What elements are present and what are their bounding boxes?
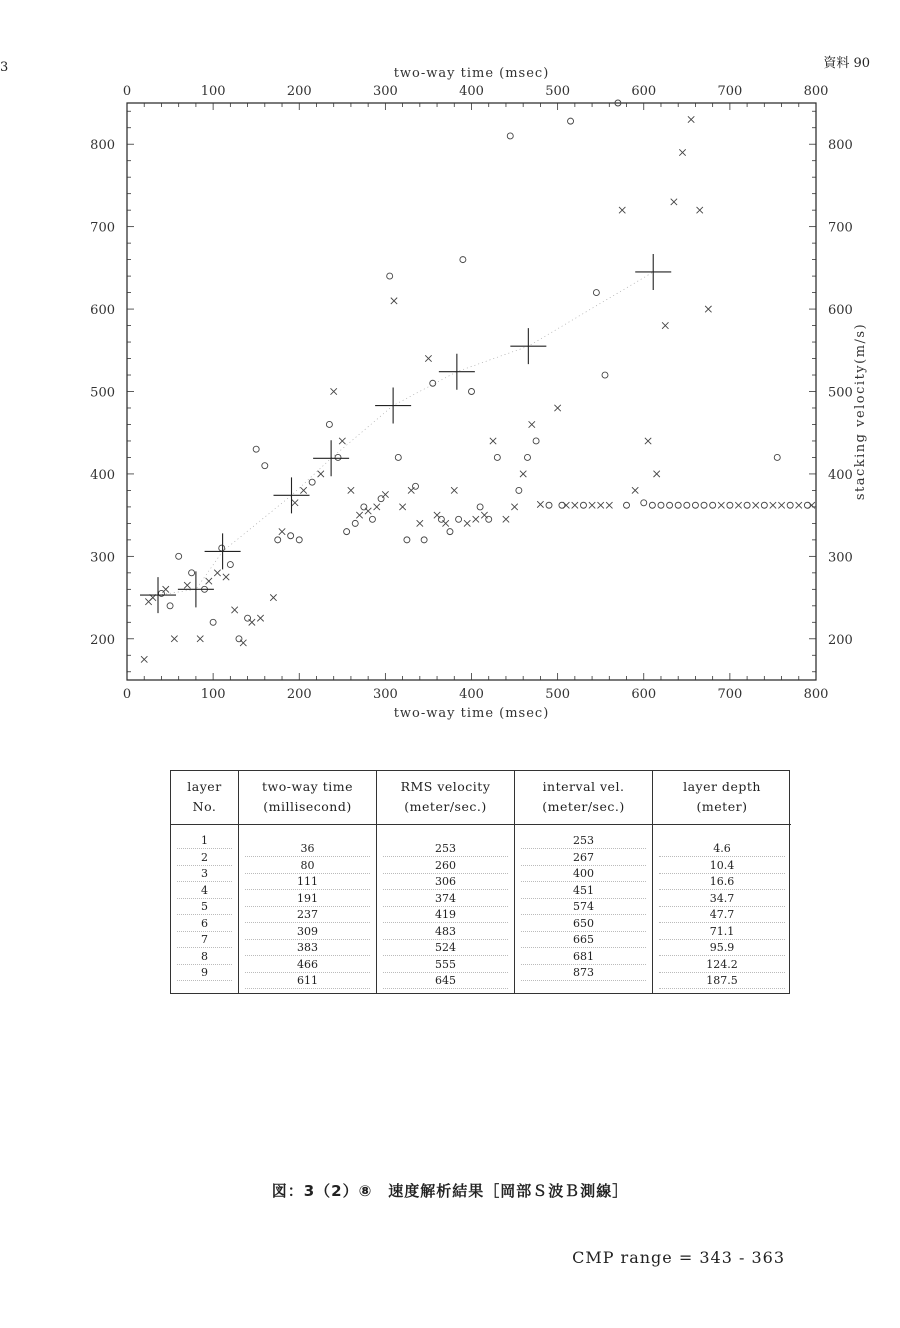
scatter-point-circle bbox=[219, 545, 225, 551]
table-cell: 383 bbox=[297, 941, 318, 954]
y-tick-label-right: 300 bbox=[828, 550, 853, 566]
y-tick-label: 300 bbox=[90, 550, 115, 566]
scatter-point-cross bbox=[632, 487, 638, 493]
table-cell: 524 bbox=[435, 941, 456, 954]
scatter-point-cross bbox=[554, 405, 560, 411]
scatter-point-cross bbox=[348, 487, 354, 493]
table-cell: 36 bbox=[300, 842, 315, 855]
scatter-point-cross bbox=[382, 491, 388, 497]
scatter-point-circle bbox=[568, 118, 574, 124]
scatter-point-circle bbox=[593, 290, 599, 296]
table-cell: 4 bbox=[201, 883, 208, 897]
scatter-point-cross bbox=[671, 199, 677, 205]
scatter-point-circle bbox=[326, 421, 332, 427]
scatter-point-circle bbox=[675, 502, 681, 508]
scatter-point-cross bbox=[735, 502, 741, 508]
scatter-point-cross bbox=[197, 636, 203, 642]
scatter-point-circle bbox=[447, 529, 453, 535]
row-dotted-rule bbox=[383, 988, 508, 989]
scatter-point-circle bbox=[701, 502, 707, 508]
scatter-point-circle bbox=[210, 619, 216, 625]
scatter-point-circle bbox=[460, 257, 466, 263]
table-cell: 191 bbox=[297, 891, 318, 905]
y-tick-label-right: 600 bbox=[828, 303, 853, 319]
y-tick-label: 200 bbox=[90, 632, 115, 648]
scatter-point-cross bbox=[451, 487, 457, 493]
scatter-point-cross bbox=[365, 508, 371, 514]
velocity-pick-cross bbox=[205, 533, 241, 569]
scatter-point-cross bbox=[442, 520, 448, 526]
row-dotted-rule bbox=[521, 980, 646, 981]
scatter-point-cross bbox=[597, 502, 603, 508]
table-cell: 124.2 bbox=[706, 957, 738, 971]
scatter-point-cross bbox=[141, 656, 147, 662]
scatter-point-circle bbox=[641, 500, 647, 506]
table-cell: 400 bbox=[573, 867, 594, 880]
scatter-point-circle bbox=[309, 479, 315, 485]
y-tick-label: 400 bbox=[90, 467, 115, 483]
x-tick-label-top: 600 bbox=[631, 84, 657, 99]
table-cell: 451 bbox=[573, 883, 594, 897]
x-axis-label: two-way time (msec) bbox=[393, 706, 550, 721]
col-depth bbox=[653, 771, 791, 993]
y-tick-label: 500 bbox=[90, 385, 115, 401]
scatter-point-cross bbox=[184, 582, 190, 588]
table-cell: 260 bbox=[435, 858, 456, 872]
velocity-pick-cross bbox=[510, 328, 546, 364]
velocity-pick-cross bbox=[375, 388, 411, 424]
scatter-point-circle bbox=[624, 502, 630, 508]
scatter-point-circle bbox=[275, 537, 281, 543]
y-tick-label-right: 800 bbox=[828, 138, 853, 154]
scatter-point-cross bbox=[300, 487, 306, 493]
header-interval bbox=[515, 771, 652, 825]
header-line2: No. bbox=[192, 799, 217, 814]
table-cell: 267 bbox=[573, 850, 594, 864]
x-tick-label: 400 bbox=[459, 687, 484, 702]
table-cell: 650 bbox=[573, 916, 594, 930]
header-line1: interval vel. bbox=[542, 779, 625, 794]
table-cell: 419 bbox=[435, 908, 456, 921]
x-tick-label: 300 bbox=[372, 687, 398, 702]
y-tick-label-right: 700 bbox=[828, 220, 853, 236]
scatter-point-cross bbox=[653, 471, 659, 477]
scatter-point-circle bbox=[692, 502, 698, 508]
velocity-pick-cross bbox=[140, 577, 176, 613]
scatter-point-circle bbox=[516, 487, 522, 493]
scatter-point-cross bbox=[753, 502, 759, 508]
scatter-point-circle bbox=[602, 372, 608, 378]
x-tick-label: 600 bbox=[631, 687, 657, 702]
table-cell: 34.7 bbox=[709, 891, 735, 905]
margin-mark: 3 bbox=[0, 60, 9, 75]
scatter-point-cross bbox=[770, 502, 776, 508]
header-line1: layer bbox=[187, 779, 222, 794]
scatter-point-cross bbox=[163, 586, 169, 592]
table-cell: 253 bbox=[573, 834, 594, 847]
x-axis-label-top: two-way time (msec) bbox=[393, 66, 550, 81]
scatter-point-cross bbox=[778, 502, 784, 508]
table-cell: 253 bbox=[435, 842, 456, 855]
scatter-point-circle bbox=[262, 463, 268, 469]
table-cell: 1 bbox=[201, 834, 208, 847]
table-cell: 95.9 bbox=[709, 941, 735, 954]
picks-trend bbox=[158, 272, 653, 595]
page-number: 資料 90 bbox=[823, 56, 870, 71]
scatter-point-circle bbox=[456, 516, 462, 522]
header-rms bbox=[377, 771, 514, 825]
table-cell: 4.6 bbox=[713, 842, 731, 855]
table-cell: 665 bbox=[573, 933, 594, 946]
scatter-point-circle bbox=[288, 533, 294, 539]
scatter-point-circle bbox=[533, 438, 539, 444]
table-cell: 611 bbox=[297, 974, 318, 987]
scatter-point-circle bbox=[580, 502, 586, 508]
scatter-point-cross bbox=[231, 607, 237, 613]
scatter-point-cross bbox=[796, 502, 802, 508]
scatter-point-circle bbox=[684, 502, 690, 508]
velocity-pick-cross bbox=[178, 571, 214, 607]
scatter-point-cross bbox=[679, 149, 685, 155]
x-tick-label-top: 800 bbox=[803, 84, 829, 99]
scatter-point-cross bbox=[214, 570, 220, 576]
header-line1: two-way time bbox=[262, 779, 353, 794]
scatter-point-cross bbox=[270, 594, 276, 600]
velocity-table bbox=[170, 770, 790, 994]
plot-frame bbox=[127, 103, 816, 680]
table-cell: 309 bbox=[297, 924, 318, 938]
header-line2: (millisecond) bbox=[263, 799, 352, 814]
scatter-point-circle bbox=[421, 537, 427, 543]
scatter-point-cross bbox=[619, 207, 625, 213]
table-cell: 5 bbox=[201, 900, 208, 913]
scatter-point-circle bbox=[176, 553, 182, 559]
x-tick-label-top: 500 bbox=[545, 84, 571, 99]
scatter-point-cross bbox=[356, 512, 362, 518]
table-cell: 645 bbox=[435, 974, 456, 987]
velocity-pick-cross bbox=[273, 477, 309, 513]
x-tick-label: 0 bbox=[122, 687, 132, 702]
scatter-point-cross bbox=[257, 615, 263, 621]
scatter-point-cross bbox=[520, 471, 526, 477]
scatter-point-cross bbox=[206, 578, 212, 584]
x-tick-label: 700 bbox=[717, 687, 743, 702]
row-dotted-rule bbox=[245, 988, 370, 989]
x-tick-label: 100 bbox=[200, 687, 226, 702]
table-cell: 873 bbox=[573, 966, 594, 979]
col-twt bbox=[239, 771, 377, 993]
table-cell: 6 bbox=[201, 916, 208, 930]
scatter-point-cross bbox=[688, 116, 694, 122]
scatter-point-cross bbox=[808, 502, 814, 508]
scatter-point-cross bbox=[511, 504, 517, 510]
y-tick-label: 700 bbox=[90, 220, 115, 236]
scatter-point-cross bbox=[171, 636, 177, 642]
scatter-point-circle bbox=[658, 502, 664, 508]
scatter-point-cross bbox=[473, 516, 479, 522]
y-tick-label-right: 500 bbox=[828, 385, 853, 401]
x-tick-label-top: 100 bbox=[200, 84, 226, 99]
scatter-point-circle bbox=[227, 562, 233, 568]
scatter-point-cross bbox=[339, 438, 345, 444]
header-line2: (meter) bbox=[696, 799, 748, 814]
scatter-point-cross bbox=[223, 574, 229, 580]
col-interval bbox=[515, 771, 653, 993]
scatter-point-cross bbox=[279, 528, 285, 534]
header-line2: (meter/sec.) bbox=[404, 799, 487, 814]
table-cell: 10.4 bbox=[709, 858, 735, 872]
scatter-point-cross bbox=[417, 520, 423, 526]
x-tick-label-top: 700 bbox=[717, 84, 743, 99]
x-tick-label-top: 300 bbox=[372, 84, 398, 99]
figure-caption: 図：3（2）⑧ 速度解析結果［岡部Ｓ波Ｂ測線］ bbox=[271, 1182, 629, 1200]
y-tick-label-right: 200 bbox=[828, 632, 853, 648]
scatter-point-circle bbox=[369, 516, 375, 522]
scatter-point-circle bbox=[404, 537, 410, 543]
scatter-point-circle bbox=[744, 502, 750, 508]
scatter-point-circle bbox=[352, 520, 358, 526]
scatter-point-circle bbox=[787, 502, 793, 508]
table-cell: 2 bbox=[201, 850, 208, 864]
y-tick-label: 800 bbox=[90, 138, 115, 154]
scatter-point-cross bbox=[318, 471, 324, 477]
scatter-point-circle bbox=[189, 570, 195, 576]
y-axis-label: stacking velocity(m/s) bbox=[853, 322, 868, 501]
header-layer bbox=[171, 771, 238, 825]
scatter-point-cross bbox=[606, 502, 612, 508]
scatter-point-cross bbox=[718, 502, 724, 508]
col-layer bbox=[171, 771, 239, 993]
col-rms bbox=[377, 771, 515, 993]
scatter-point-cross bbox=[503, 516, 509, 522]
scatter-point-cross bbox=[425, 355, 431, 361]
table-cell: 111 bbox=[297, 875, 318, 888]
scatter-point-cross bbox=[464, 520, 470, 526]
scatter-point-circle bbox=[469, 389, 475, 395]
scatter-point-circle bbox=[335, 454, 341, 460]
table-cell: 7 bbox=[201, 933, 208, 946]
table-cell: 3 bbox=[201, 867, 208, 880]
y-tick-label-right: 400 bbox=[828, 467, 853, 483]
x-tick-label: 200 bbox=[286, 687, 312, 702]
scatter-point-cross bbox=[563, 502, 569, 508]
row-dotted-rule bbox=[177, 980, 232, 981]
scatter-point-circle bbox=[727, 502, 733, 508]
cmp-range: CMP range = 343 - 363 bbox=[572, 1248, 785, 1267]
scatter-point-cross bbox=[529, 421, 535, 427]
scatter-point-circle bbox=[387, 273, 393, 279]
scatter-point-cross bbox=[589, 502, 595, 508]
header-depth bbox=[653, 771, 791, 825]
x-tick-label-top: 0 bbox=[122, 84, 132, 99]
scatter-point-cross bbox=[399, 504, 405, 510]
scatter-point-cross bbox=[292, 500, 298, 506]
scatter-point-circle bbox=[710, 502, 716, 508]
scatter-point-cross bbox=[331, 388, 337, 394]
x-tick-label-top: 200 bbox=[286, 84, 312, 99]
table-cell: 47.7 bbox=[709, 908, 735, 921]
scatter-point-circle bbox=[413, 483, 419, 489]
scatter-point-cross bbox=[572, 502, 578, 508]
scatter-point-cross bbox=[240, 640, 246, 646]
scatter-point-circle bbox=[486, 516, 492, 522]
scatter-point-circle bbox=[494, 454, 500, 460]
table-cell: 9 bbox=[201, 966, 208, 979]
scatter-point-circle bbox=[167, 603, 173, 609]
scatter-point-circle bbox=[253, 446, 259, 452]
table-cell: 555 bbox=[435, 957, 456, 971]
velocity-pick-cross bbox=[439, 354, 475, 390]
scatter-point-circle bbox=[761, 502, 767, 508]
scatter-point-circle bbox=[395, 454, 401, 460]
scatter-point-circle bbox=[296, 537, 302, 543]
x-tick-label: 800 bbox=[803, 687, 829, 702]
header-line2: (meter/sec.) bbox=[542, 799, 625, 814]
row-dotted-rule bbox=[659, 988, 785, 989]
table-cell: 306 bbox=[435, 875, 456, 888]
table-cell: 8 bbox=[201, 949, 208, 963]
table-cell: 483 bbox=[435, 924, 456, 938]
header-line1: layer depth bbox=[683, 779, 761, 794]
scatter-point-circle bbox=[524, 454, 530, 460]
table-cell: 574 bbox=[573, 900, 594, 913]
scatter-point-circle bbox=[667, 502, 673, 508]
header-line1: RMS velocity bbox=[400, 779, 491, 794]
scatter-point-circle bbox=[649, 502, 655, 508]
header-twt bbox=[239, 771, 376, 825]
scatter-point-circle bbox=[507, 133, 513, 139]
table-cell: 466 bbox=[297, 957, 318, 971]
x-tick-label-top: 400 bbox=[459, 84, 484, 99]
y-tick-label: 600 bbox=[90, 303, 115, 319]
scatter-point-cross bbox=[374, 504, 380, 510]
table-cell: 80 bbox=[300, 858, 315, 872]
table-cell: 16.6 bbox=[709, 875, 735, 888]
table-cell: 681 bbox=[573, 949, 594, 963]
table-cell: 237 bbox=[297, 908, 318, 921]
scatter-point-circle bbox=[344, 529, 350, 535]
table-cell: 187.5 bbox=[706, 974, 738, 987]
scatter-point-cross bbox=[537, 501, 543, 507]
scatter-point-cross bbox=[697, 207, 703, 213]
velocity-pick-cross bbox=[313, 440, 349, 476]
table-cell: 71.1 bbox=[709, 924, 735, 938]
scatter-point-cross bbox=[249, 619, 255, 625]
scatter-point-cross bbox=[490, 438, 496, 444]
scatter-point-cross bbox=[705, 306, 711, 312]
scatter-point-cross bbox=[645, 438, 651, 444]
velocity-pick-cross bbox=[635, 254, 671, 290]
scatter-point-circle bbox=[477, 504, 483, 510]
scatter-point-cross bbox=[662, 322, 668, 328]
x-tick-label: 500 bbox=[545, 687, 571, 702]
scatter-point-circle bbox=[546, 502, 552, 508]
scatter-point-circle bbox=[774, 454, 780, 460]
table-cell: 374 bbox=[435, 891, 456, 905]
scatter-point-cross bbox=[391, 298, 397, 304]
